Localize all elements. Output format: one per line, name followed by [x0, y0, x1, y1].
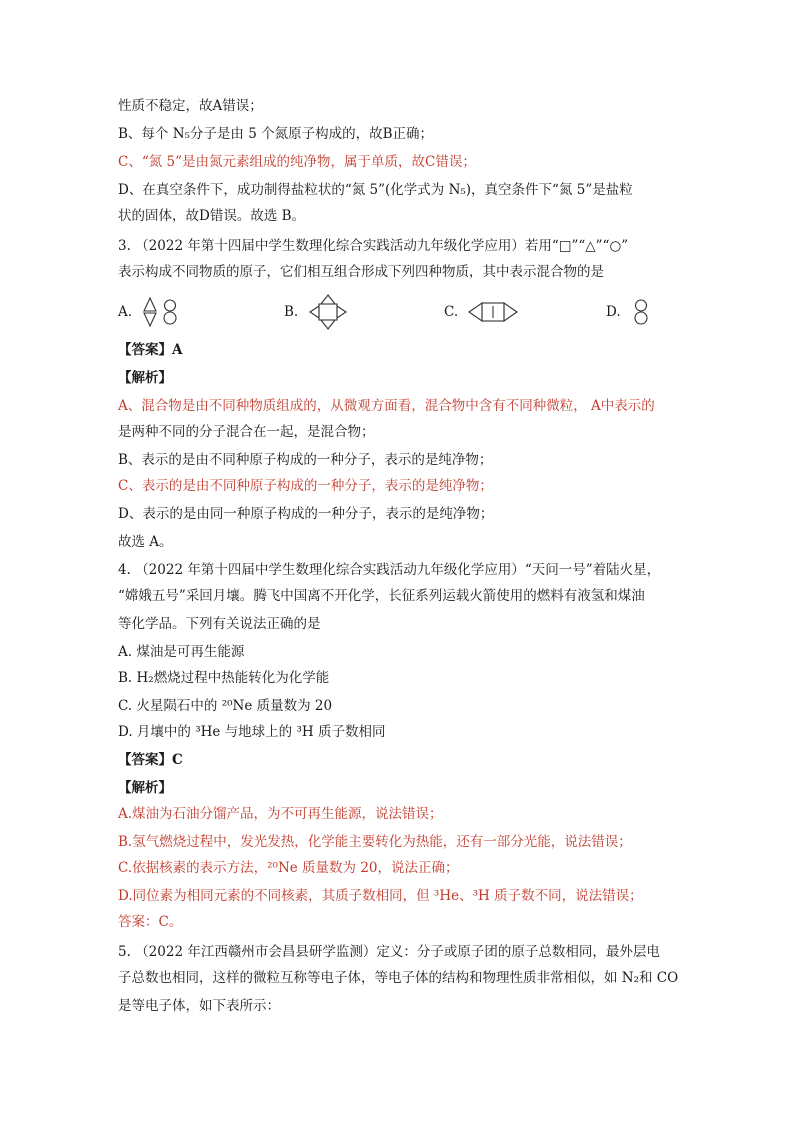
question-5-stem: 是等电子体，如下表所示： [118, 998, 280, 1014]
text-line: C.依据核素的表示方法，²⁰Ne 质量数为 20，说法正确； [118, 860, 459, 876]
option-b: B. H₂燃烧过程中热能转化为化学能 [118, 670, 330, 686]
option-d [606, 296, 651, 328]
text-line: B.氢气燃烧过程中，发光发热，化学能主要转化为热能，还有一部分光能，说法错误； [118, 834, 632, 850]
question-4-stem: 4. （2022 年第十四届中学生数理化综合实践活动九年级化学应用）“天问一号”着陆火星， [118, 562, 661, 578]
triangle-square-molecule-icon [468, 300, 518, 324]
option-label: A. [118, 304, 133, 320]
text-line: D.同位素为相同元素的不同核素，其质子数相同，但 ³He、³H 质子数不同，说法错误； [118, 888, 643, 904]
answer-label: 【答案】C [118, 752, 183, 768]
text-line: B、每个 N₅分子是由 5 个氮原子构成的，故B正确； [118, 126, 434, 142]
option-a: A. 煤油是可再生能源 [118, 644, 245, 660]
circle-pair-icon [631, 296, 651, 328]
answer-label: 【答案】A [118, 342, 183, 358]
question-5-stem: 子总数也相同，这样的微粒互称等电子体，等电子体的结构和物理性质非常相似，如 N₂和 CO [118, 970, 679, 986]
text-line: C、“氮 5”是由氮元素组成的纯净物，属于单质，故C错误； [118, 154, 476, 170]
triangle-pair-and-circle-pair-icon [142, 296, 180, 328]
question-4-stem: 等化学品。下列有关说法正确的是 [118, 616, 321, 632]
option-label: B. [284, 304, 299, 320]
option-a [118, 296, 180, 328]
option-c [444, 296, 518, 328]
text-line: 性质不稳定，故A错误； [118, 98, 263, 114]
option-d: D. 月壤中的 ³He 与地球上的 ³H 质子数相同 [118, 724, 386, 740]
question-3-stem: 3. （2022 年第十四届中学生数理化综合实践活动九年级化学应用）若用“□”“△”“○” [118, 238, 629, 254]
question-5-stem: 5. （2022 年江西赣州市会昌县研学监测）定义：分子或原子团的原子总数相同，最外层电 [118, 944, 660, 960]
text-line: D、在真空条件下，成功制得盐粒状的“氮 5”(化学式为 N₅)，真空条件下“氮 5”是盐粒 [118, 182, 633, 198]
text-line: A.煤油为石油分馏产品，为不可再生能源，说法错误； [118, 806, 443, 822]
text-line: A、混合物是由不同种物质组成的，从微观方面看，混合物中含有不同种微粒， A中表示的 [118, 398, 655, 414]
option-c: C. 火星陨石中的 ²⁰Ne 质量数为 20 [118, 698, 333, 714]
text-line: 答案：C。 [118, 914, 183, 930]
text-line: 是两种不同的分子混合在一起，是混合物； [118, 424, 375, 440]
question-3-options [118, 296, 738, 328]
text-line: D、表示的是由同一种原子构成的一种分子，表示的是纯净物； [118, 506, 494, 522]
option-label: C. [444, 304, 459, 320]
analysis-label: 【解析】 [118, 370, 172, 386]
text-line: 状的固体，故D错误。故选 B。 [118, 208, 306, 224]
text-line: C、表示的是由不同种原子构成的一种分子，表示的是纯净物； [118, 478, 493, 494]
option-label: D. [606, 304, 621, 320]
text-line: 故选 A。 [118, 534, 173, 550]
analysis-label: 【解析】 [118, 780, 172, 796]
square-triangle-molecule-icon [308, 294, 348, 330]
option-b [284, 296, 348, 328]
question-4-stem: “嫦娥五号”采回月壤。腾飞中国离不开化学，长征系列运载火箭使用的燃料有液氢和煤油 [118, 588, 645, 604]
text-line: B、表示的是由不同种原子构成的一种分子，表示的是纯净物； [118, 452, 493, 468]
question-3-stem: 表示构成不同物质的原子，它们相互组合形成下列四种物质，其中表示混合物的是 [118, 264, 604, 280]
